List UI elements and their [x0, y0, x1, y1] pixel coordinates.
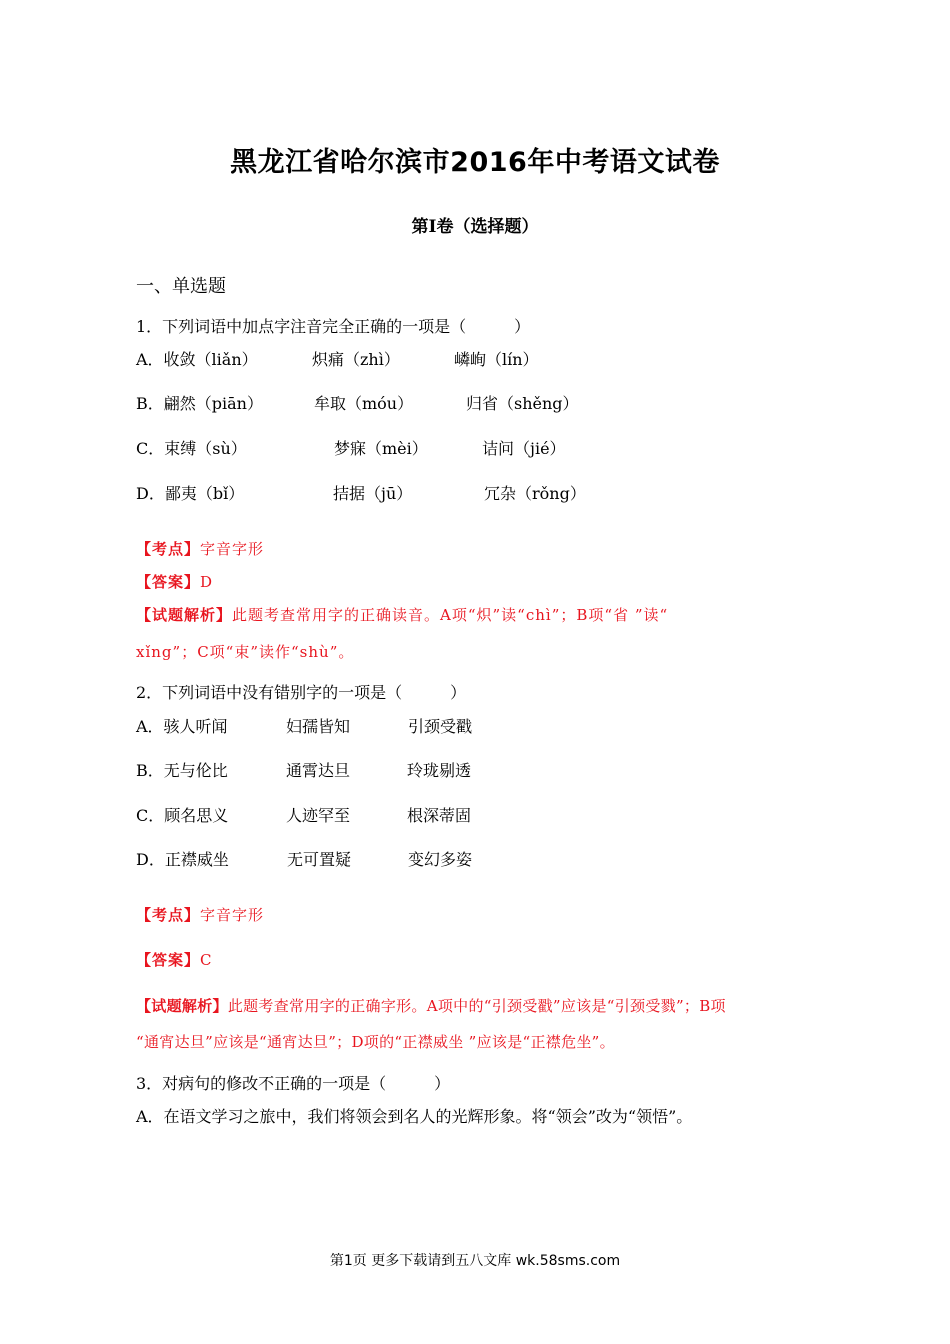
- q1-answer-label: 【答案】: [136, 573, 201, 591]
- q2-answer-label: 【答案】: [136, 951, 201, 969]
- q1-kaodian-label: 【考点】: [136, 540, 201, 558]
- q2-kaodian-text: 字音字形: [200, 906, 265, 924]
- volume-subtitle: 第Ⅰ卷（选择题）: [411, 217, 539, 237]
- q2-row-c-col1: C．顾名思义: [136, 806, 229, 825]
- q2-row-b-col2: 通霄达旦: [286, 761, 351, 780]
- q1-analysis-text1: 此题考查常用字的正确读音。A项“炽”读“chì”；B项“省 ”读“: [232, 606, 669, 624]
- q2-analysis-text1: 此题考查常用字的正确字形。A项中的“引颈受戳”应该是“引颈受戮”；B项: [227, 997, 726, 1015]
- q2-row-b-col3: 玲珑剔透: [407, 761, 472, 780]
- q2-row-d-col2: 无可置疑: [287, 850, 352, 869]
- q1-answer: [136, 571, 213, 592]
- q2-analysis-line2: “通宵达旦”应该是“通宵达旦”；D项的“正襟威坐 ”应该是“正襟危坐”。: [136, 1033, 615, 1051]
- q2-row-a-col2: 妇孺皆知: [286, 717, 351, 736]
- q1-row-b-col3: 归省（shěng）: [466, 394, 579, 413]
- q2-row-c-col2: 人迹罕至: [286, 806, 351, 825]
- q3-stem: 3．对病句的修改不正确的一项是（ ）: [136, 1074, 451, 1093]
- q1-row-a-col2: 炽痛（zhì）: [312, 350, 400, 369]
- q2-answer-text: C: [200, 951, 213, 969]
- q2-kaodian-label: 【考点】: [136, 906, 201, 924]
- q1-row-d-col1: D．鄙夷（bǐ）: [136, 484, 245, 503]
- q1-row-c-col2: 梦寐（mèi）: [334, 439, 428, 458]
- q1-row-b-col1: B．翩然（piān）: [136, 394, 263, 413]
- q3-option-a: A．在语文学习之旅中，我们将领会到名人的光辉形象。将“领会”改为“领悟”。: [136, 1107, 693, 1126]
- page-footer: 第1页 更多下载请到五八文库 wk.58sms.com: [329, 1253, 621, 1269]
- q1-kaodian: [136, 538, 264, 559]
- q1-answer-text: D: [200, 573, 214, 591]
- q2-analysis-label: 【试题解析】: [136, 997, 228, 1015]
- q2-row-b-col1: B．无与伦比: [136, 761, 228, 780]
- q1-row-b-col2: 牟取（móu）: [314, 394, 414, 413]
- q1-stem: 1．下列词语中加点字注音完全正确的一项是（ ）: [136, 317, 531, 336]
- q2-row-d-col1: D．正襟威坐: [136, 850, 229, 869]
- q2-row-a-col3: 引颈受戳: [408, 717, 473, 736]
- q1-row-c-col3: 诘问（jié）: [482, 439, 566, 458]
- q2-row-d-col3: 变幻多姿: [408, 850, 473, 869]
- section-heading: 一、单选题: [136, 276, 226, 297]
- q1-row-c-col1: C．束缚（sù）: [136, 439, 247, 458]
- q1-row-d-col3: 冗杂（rǒng）: [484, 484, 586, 503]
- q2-answer: [136, 949, 213, 970]
- q1-kaodian-text: 字音字形: [200, 540, 265, 558]
- q1-analysis-line2: xǐng”；C项“束”读作“shù”。: [136, 643, 355, 661]
- q1-row-a-col1: A．收敛（liǎn）: [136, 350, 258, 369]
- q1-analysis-line1: [136, 604, 668, 625]
- q2-row-a-col1: A．骇人听闻: [136, 717, 228, 736]
- q1-analysis-label: 【试题解析】: [136, 606, 233, 624]
- q2-kaodian: [136, 904, 264, 925]
- q2-analysis-line1: [136, 995, 726, 1016]
- page-title: 黑龙江省哈尔滨市2016年中考语文试卷: [230, 147, 720, 178]
- q2-stem: 2．下列词语中没有错别字的一项是（ ）: [136, 683, 467, 702]
- q1-row-a-col3: 嶙峋（lín）: [454, 350, 539, 369]
- q2-row-c-col3: 根深蒂固: [407, 806, 472, 825]
- q1-row-d-col2: 拮据（jū）: [333, 484, 413, 503]
